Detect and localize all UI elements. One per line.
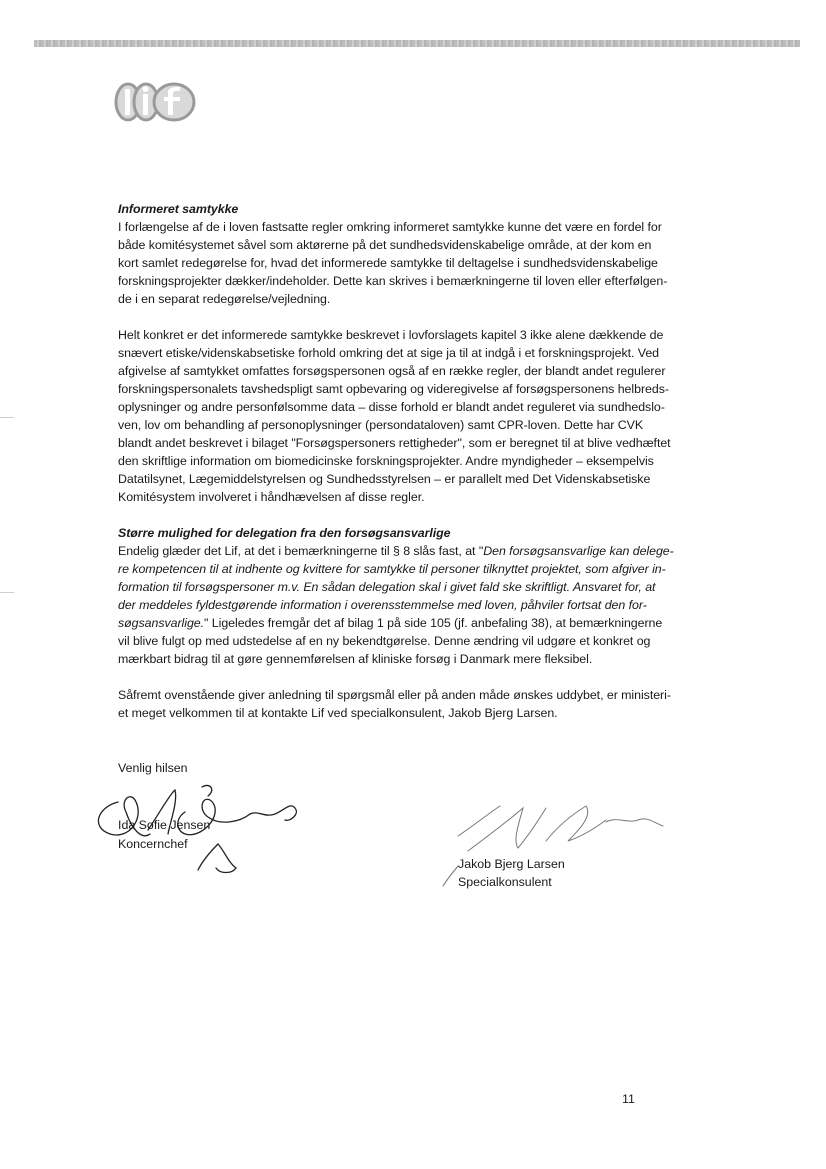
top-border-bar <box>34 40 800 47</box>
signer-title: Specialkonsulent <box>458 875 552 889</box>
paragraph-rest: " Ligeledes fremgår det af bilag 1 på side 105 (jf. anbefaling 38), at bemærkningerne vil blive fulgt op med udstedelse af en ny bekendtgørelse. Denne ændring vil udgøre et konkret og mærkbart bidrag til at gøre gennemførelsen af kliniske forsøg i Danmark mere fleksibel. <box>118 616 663 666</box>
signer-block-1 <box>118 816 210 854</box>
paragraph-intro: Endelig glæder det Lif, at det i bemærkningerne til § 8 slås fast, at " <box>118 544 484 558</box>
signer-name: Ida Sofie Jensen <box>118 818 211 832</box>
paragraph: I forlængelse af de i loven fastsatte regler omkring informeret samtykke kunne det være en fordel for både komitésystemet såvel som aktørerne på det sundhedsvidenskabelige område, at der kom en kort samlet redegørelse for, hvad det informerede samtykke til deltagelse i sundhedsvidenskabelige forskningsprojekter dækker/indeholder. Dette kan skrives i bemærkningerne til loven eller efterfølgen- de i en separat redegørelse/vejledning. <box>118 220 668 306</box>
scan-margin-mark <box>0 417 14 418</box>
lif-logo <box>112 80 198 124</box>
greeting: Venlig hilsen <box>118 761 188 775</box>
paragraph-delegation <box>118 542 714 668</box>
section-heading-delegation: Større mulighed for delegation fra den forsøgsansvarlige <box>118 526 451 540</box>
section-heading-informed-consent: Informeret samtykke <box>118 202 239 216</box>
signer-title: Koncernchef <box>118 837 188 851</box>
quoted-text: Den forsøgsansvarlige kan delege- re kompetencen til at indhente og kvittere for samtykke til personer tilknyttet projektet, som afgiver in- formation til forsøgspersoner m.v. En sådan delegation skal i givet fald ske skriftligt. Ansvaret for, at der meddeles fyldestgørende information i overensstemmelse med loven, påhviler fortsat den for- søgsansvarlige. <box>118 544 674 630</box>
page-number: 11 <box>622 1092 635 1106</box>
letter-body <box>118 200 714 740</box>
signer-block-2 <box>458 855 565 891</box>
signer-name: Jakob Bjerg Larsen <box>458 857 565 871</box>
paragraph-closing: Såfremt ovenstående giver anledning til spørgsmål eller på anden måde ønskes uddybet, er ministeri- et meget velkommen til at kontakte Lif ved specialkonsulent, Jakob Bjerg Larsen. <box>118 688 671 720</box>
scan-margin-mark <box>0 592 14 593</box>
paragraph: Helt konkret er det informerede samtykke beskrevet i lovforslagets kapitel 3 ikke alene dækkende de snævert etiske/videnskabsetiske forhold omkring det at sige ja til at indgå i et forskningsprojekt. Ved afgivelse af samtykket omfattes forsøgspersonen også af en række regler, der blandt andet regulerer forskningspersonalets tavshedspligt samt opbevaring og videregivelse af forsøgspersonens helbreds- oplysninger og andre personfølsomme data – disse forhold er blandt andet reguleret via sundhedslo- ven, lov om behandling af personoplysninger (persondataloven) samt CPR-loven. Dette har CVK blandt andet beskrevet i bilaget "Forsøgspersoners rettigheder", som er beregnet til at blive vedhæftet den skriftlige information om biomedicinske forskningsprojekter. Andre myndigheder – eksempelvis Datatilsynet, Lægemiddelstyrelsen og Sundhedsstyrelsen – er parallelt med Det Videnskabsetiske Komitésystem involveret i håndhævelsen af disse regler. <box>118 328 671 504</box>
